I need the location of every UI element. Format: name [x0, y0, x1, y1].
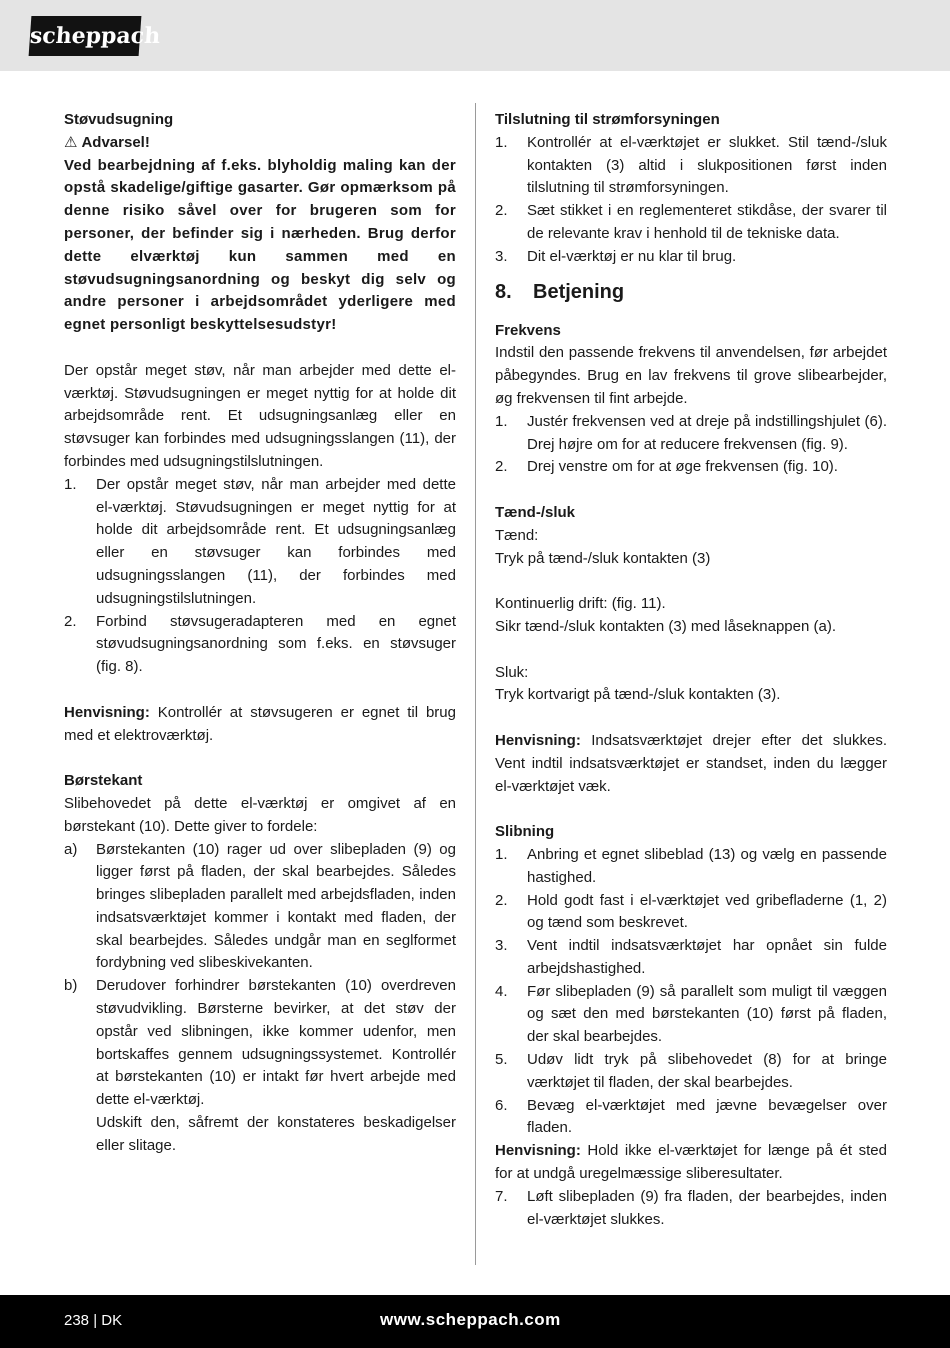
list-item — [495, 981, 887, 1049]
list-number: 3. — [495, 247, 508, 265]
list-item — [495, 1049, 887, 1095]
list-text: Forbind støvsugeradapteren med en egnet støvudsugningsanordning som f.eks. en støvsuger (fig. 8). — [96, 612, 456, 676]
list-text: Kontrollér at el-værktøjet er slukket. Stil tænd-/sluk kontakten (3) altid i slukpositionen først inden tilslutning til strømforsyningen. — [527, 133, 887, 197]
list-text: Dit el-værktøj er nu klar til brug. — [527, 247, 737, 265]
brush-intro-paragraph: Slibehovedet på dette el-værktøj er omgivet af en børstekant (10). Dette giver to fordele: — [64, 794, 456, 835]
list-text: Der opstår meget støv, når man arbejder med dette el-værktøj. Støvudsugningen er meget nyttig for at holde dit arbejdsområde rent. Et udsugningsanlæg eller en støvsuger kan forbindes med udsugningsslangen (11), der forbindes med udsugningstilslutningen. — [96, 475, 456, 607]
list-text: Drej venstre om for at øge frekvensen (fig. 10). — [527, 458, 838, 476]
continuous-text: Sikr tænd-/sluk kontakten (3) med låseknappen (a). — [495, 617, 836, 635]
list-item — [64, 611, 456, 679]
warning-text: Ved bearbejdning af f.eks. blyholdig maling kan der opstå skadelige/giftige gasarter. Gør opmærksom på denne risiko såvel over for brugeren som for personer, der befinder sig i nærheden. Brug derfor dette elværktøj kun sammen med en støvudsugningsanordning og beskyt dig selv og andre personer i arbejdsområdet yderligere med egnet personligt beskyttelsesudstyr! — [64, 156, 456, 334]
section-title: Betjening — [533, 280, 625, 303]
language-code: DK — [101, 1312, 123, 1329]
list-item — [495, 844, 887, 890]
list-number: 1. — [495, 845, 508, 863]
grinding-heading: Slibning — [495, 823, 555, 841]
list-item — [64, 839, 456, 976]
list-number: 2. — [495, 202, 508, 220]
note-label: Henvisning: — [64, 703, 150, 721]
list-text: Løft slibepladen (9) fra fladen, der bearbejdes, inden el-værktøjet slukkes. — [527, 1187, 887, 1228]
note-text: Indsatsværktøjet drejer efter det slukkes. Vent indtil indsatsværktøjet er standset, inden du lægger el-værktøjet væk. — [495, 731, 887, 795]
power-connection-heading: Tilslutning til strømforsyningen — [495, 111, 720, 128]
page-number-value: 238 — [64, 1312, 90, 1329]
list-item — [495, 411, 887, 457]
list-item — [495, 890, 887, 936]
note-text: Hold ikke el-værktøjet for længe på ét sted for at undgå uregelmæssige sliberesultater. — [495, 1142, 887, 1183]
note-label: Henvisning: — [495, 1142, 581, 1160]
list-item — [495, 132, 887, 200]
continuous-label: Kontinuerlig drift: (fig. 11). — [495, 595, 666, 613]
warning-triangle-icon: ⚠ — [64, 133, 78, 151]
list-text: Justér frekvensen ved at dreje på indstillingshjulet (6). Drej højre om for at reducere frekvensen (fig. 9). — [527, 412, 887, 453]
list-text: Bevæg el-værktøjet med jævne bevægelser over fladen. — [527, 1096, 887, 1137]
on-text: Tryk på tænd-/sluk kontakten (3) — [495, 549, 711, 567]
note-label: Henvisning: — [495, 731, 581, 749]
list-text: Før slibepladen (9) så parallelt som muligt til væggen og sæt den med børstekanten (10) først på fladen, der skal bearbejdes. — [527, 982, 887, 1046]
list-letter: b) — [64, 977, 78, 995]
website-link[interactable]: www.scheppach.com — [380, 1310, 561, 1329]
list-item — [495, 200, 887, 246]
list-number: 3. — [495, 937, 508, 955]
list-item — [495, 1186, 887, 1232]
list-item — [495, 1095, 887, 1141]
list-number: 2. — [495, 458, 508, 476]
list-item — [64, 474, 456, 611]
list-text: Udskift den, såfremt der konstateres beskadigelser eller slitage. — [96, 1114, 456, 1154]
off-label: Sluk: — [495, 663, 529, 681]
list-number: 7. — [495, 1187, 508, 1205]
list-item — [495, 456, 887, 479]
note-paragraph — [495, 730, 887, 798]
note-paragraph — [495, 1140, 887, 1186]
left-column — [64, 109, 456, 1158]
dust-extraction-heading: Støvudsugning — [64, 111, 174, 128]
note-text: Kontrollér at støvsugeren er egnet til brug med et elektroværktøj. — [64, 703, 456, 744]
section-heading — [495, 278, 887, 306]
page-header — [0, 0, 950, 71]
list-item — [64, 975, 456, 1112]
off-text: Tryk kortvarigt på tænd-/sluk kontakten (3). — [495, 686, 781, 704]
list-number: 6. — [495, 1096, 508, 1114]
list-text: Anbring et egnet slibeblad (13) og vælg en passende hastighed. — [527, 845, 887, 886]
list-item — [495, 935, 887, 981]
list-text: Udøv lidt tryk på slibehovedet (8) for at bringe værktøjet til fladen, der skal bearbejdes. — [527, 1051, 887, 1091]
list-text: Derudover forhindrer børstekanten (10) overdreven støvudvikling. Børsterne bevirker, at det støv der opstår ved slibningen, ikke kommer udenfor, men bortskaffes gennem udsugningssystemet. Kontrollér at børstekanten (10) er intakt før hvert arbejde med dette el-værktøj. — [96, 977, 456, 1109]
warning-label: Advarsel! — [81, 133, 150, 151]
list-text: Hold godt fast i el-værktøjet ved gribefladerne (1, 2) og tænd som beskrevet. — [527, 891, 887, 932]
list-number: 4. — [495, 982, 508, 1000]
list-letter: a) — [64, 840, 78, 858]
list-continuation — [64, 1112, 456, 1158]
frequency-heading: Frekvens — [495, 321, 561, 339]
note-paragraph — [64, 702, 456, 748]
warning-heading — [64, 132, 456, 155]
on-label: Tænd: — [495, 526, 539, 544]
frequency-intro: Indstil den passende frekvens til anvendelsen, før arbejdet påbegyndes. Brug en lav frekvens til grove slibearbejder, øg frekvensen til fint arbejde. — [495, 344, 887, 407]
list-text: Vent indtil indsatsværktøjet har opnået sin fulde arbejdshastighed. — [527, 937, 887, 977]
list-number: 1. — [495, 412, 508, 430]
section-number: 8. — [495, 280, 512, 303]
page-number: 238 | DK — [64, 1312, 123, 1329]
list-text: Børstekanten (10) rager ud over slibepladen (9) og ligger først på fladen, der skal bearbejdes. Således bringes slibepladen parallelt med arbejdsfladen, inden indsatsværktøjet kommer i kontakt med fladen, der skal bearbejdes. Således undgår man en seglformet fordybning ved slibeskivekanten. — [96, 840, 456, 972]
right-column — [495, 109, 887, 1231]
on-off-heading: Tænd-/sluk — [495, 503, 576, 521]
brand-logo: scheppach — [29, 16, 142, 56]
list-number: 2. — [495, 891, 508, 909]
dust-intro-paragraph: Der opstår meget støv, når man arbejder med dette el-værktøj. Støvudsugningen er meget nyttig for at holde dit arbejdsområde rent. Et udsugningsanlæg eller en støvsuger kan forbindes med udsugningsslangen (11), der forbindes med udsugningstilslutningen. — [64, 361, 456, 470]
list-number: 1. — [64, 475, 77, 493]
list-number: 2. — [64, 612, 77, 630]
column-divider — [475, 103, 476, 1265]
list-item — [495, 246, 887, 269]
list-number: 1. — [495, 133, 508, 151]
page-footer — [0, 1295, 950, 1348]
list-text: Sæt stikket i en reglementeret stikdåse, der svarer til de relevante krav i henhold til de tekniske data. — [527, 202, 887, 242]
list-number: 5. — [495, 1051, 508, 1069]
brush-edge-heading: Børstekant — [64, 772, 143, 790]
